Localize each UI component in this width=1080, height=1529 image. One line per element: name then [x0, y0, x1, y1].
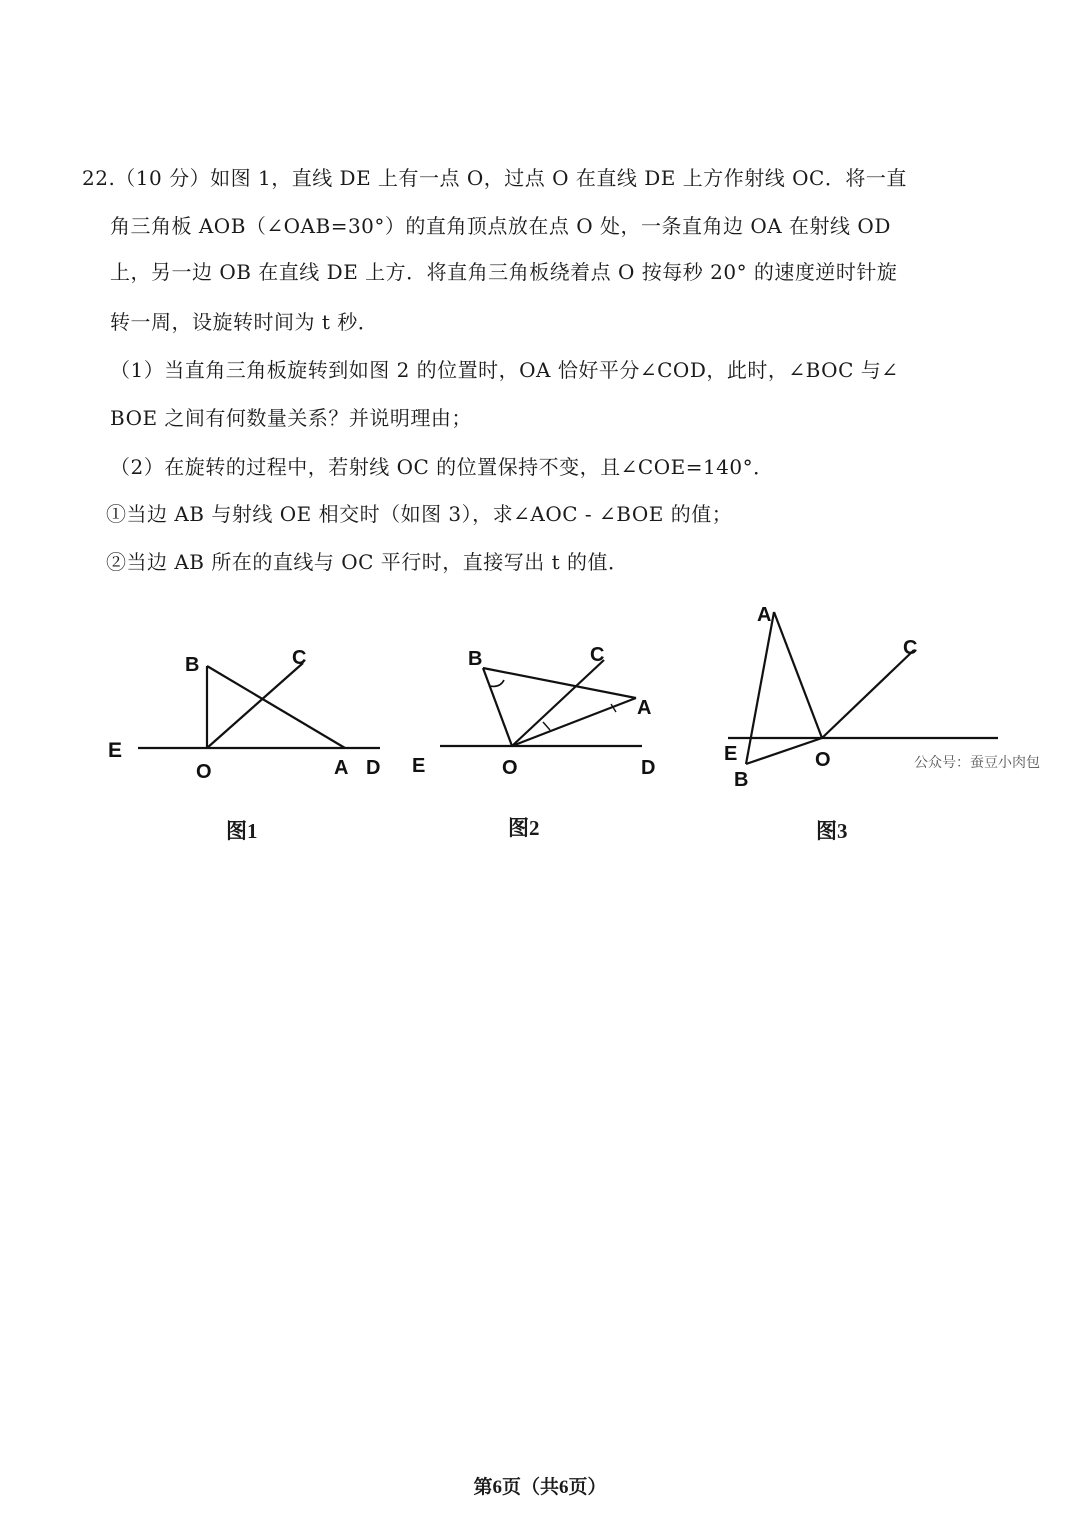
fig2-label-a: A: [637, 697, 652, 719]
fig2-ray-oc: [512, 660, 604, 746]
figure-2: [412, 644, 655, 779]
figure-1: [108, 647, 380, 783]
fig2-label-o: O: [502, 757, 518, 779]
fig2-tick-1: [543, 722, 550, 730]
fig2-side-oa: [512, 698, 636, 746]
problem-line-6: BOE 之间有何数量关系？并说明理由；: [110, 406, 472, 430]
fig2-label-d: D: [641, 757, 656, 779]
figure-2-caption: 图2: [508, 816, 540, 840]
fig2-label-e: E: [412, 755, 426, 777]
fig3-side-oa: [774, 612, 822, 738]
fig1-label-o: O: [196, 761, 212, 783]
fig3-label-a: A: [757, 604, 772, 626]
figure-3-caption: 图3: [816, 819, 848, 843]
fig3-side-ab: [746, 612, 774, 764]
problem-line-7: （2）在旋转的过程中，若射线 OC 的位置保持不变，且∠COE=140°．: [110, 455, 774, 479]
page-footer: 第6页（共6页）: [473, 1477, 607, 1498]
fig2-label-b: B: [468, 648, 483, 670]
watermark-text: 公众号：蚕豆小肉包: [914, 755, 1040, 771]
problem-line-3: 上，另一边 OB 在直线 DE 上方．将直角三角板绕着点 O 按每秒 20° 的速度逆时针旋: [110, 260, 898, 284]
fig3-label-b: B: [734, 769, 749, 791]
fig1-label-e: E: [108, 739, 123, 762]
fig2-side-ob: [483, 668, 512, 746]
fig1-label-d: D: [366, 757, 381, 779]
fig1-side-ab: [207, 666, 345, 748]
fig3-ray-oc: [822, 650, 914, 738]
fig2-label-c: C: [590, 644, 605, 666]
problem-line-9: ②当边 AB 所在的直线与 OC 平行时，直接写出 t 的值．: [106, 550, 629, 574]
fig3-side-ob: [746, 738, 822, 764]
problem-line-8: ①当边 AB 与射线 OE 相交时（如图 3），求∠AOC - ∠BOE 的值；: [106, 502, 733, 526]
problem-line-2: 角三角板 AOB（∠OAB=30°）的直角顶点放在点 O 处，一条直角边 OA 在射线 OD: [110, 214, 891, 238]
problem-line-1: 22.（10 分）如图 1，直线 DE 上有一点 O，过点 O 在直线 DE 上方作射线 OC．将一直: [82, 166, 907, 190]
fig3-label-o: O: [815, 749, 831, 771]
fig1-label-a: A: [334, 757, 349, 779]
fig1-label-c: C: [292, 647, 307, 669]
fig3-label-e: E: [724, 743, 738, 765]
figure-1-caption: 图1: [226, 819, 258, 843]
fig2-side-ab: [483, 668, 636, 698]
fig2-angle-mark: [490, 680, 504, 686]
fig3-label-c: C: [903, 637, 918, 659]
fig1-label-b: B: [185, 654, 200, 676]
problem-line-4: 转一周，设旋转时间为 t 秒．: [110, 310, 379, 334]
problem-line-5: （1）当直角三角板旋转到如图 2 的位置时，OA 恰好平分∠COD，此时，∠BOC 与∠: [110, 358, 899, 382]
